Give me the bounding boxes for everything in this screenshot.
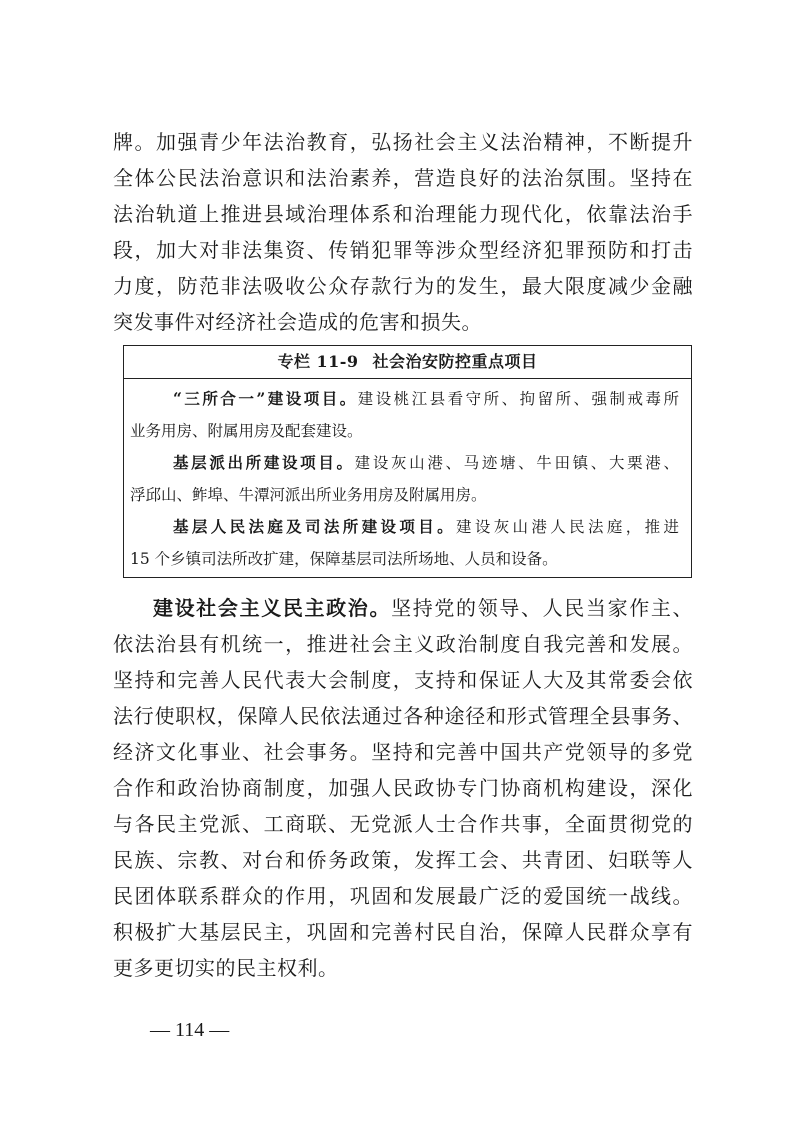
- paragraph-line: 全体公民法治意识和法治素养，营造良好的法治氛围。坚持在: [113, 166, 693, 190]
- paragraph-line: 积极扩大基层民主，巩固和完善村民自治，保障人民群众享有: [113, 920, 693, 944]
- paragraph-line: 法行使职权，保障人民依法通过各种途径和形式管理全县事务、: [113, 704, 693, 728]
- paragraph-line: 力度，防范非法吸收公众存款行为的发生，最大限度减少金融: [113, 274, 693, 298]
- paragraph-line: 法治轨道上推进县域治理体系和治理能力现代化，依靠法治手: [113, 202, 693, 226]
- paragraph-line: 民族、宗教、对台和侨务政策，发挥工会、共青团、妇联等人: [113, 848, 693, 872]
- box-title-text: 社会治安防控重点项目: [372, 352, 538, 371]
- page-number: — 114 —: [150, 1019, 230, 1041]
- box-title-number: 11-9: [316, 352, 359, 371]
- paragraph-text: 坚持党的领导、人民当家作主、: [391, 596, 694, 620]
- box-item-text: 建设灰山港人民法庭，推进: [455, 518, 679, 536]
- box-item-line: [130, 511, 679, 543]
- paragraph-line: 更多更切实的民主权利。: [113, 956, 339, 980]
- box-item-heading: 基层人民法庭及司法所建设项目。: [173, 517, 456, 536]
- box-item-line: 15 个乡镇司法所改扩建，保障基层司法所场地、人员和设备。: [130, 550, 558, 568]
- paragraph-line: 突发事件对经济社会造成的危害和损失。: [113, 310, 482, 334]
- paragraph-line: 牌。加强青少年法治教育，弘扬社会主义法治精神，不断提升: [113, 130, 693, 154]
- box-item-line: [130, 447, 679, 479]
- box-body: [124, 379, 691, 575]
- box-item-line: 浮邱山、鲊埠、牛潭河派出所业务用房及附属用房。: [130, 486, 487, 504]
- paragraph-line: 依法治县有机统一，推进社会主义政治制度自我完善和发展。: [113, 632, 693, 656]
- paragraph-line: 合作和政治协商制度，加强人民政协专门协商机构建设，深化: [113, 776, 693, 800]
- box-item-line: 业务用房、附属用房及配套建设。: [130, 422, 363, 440]
- paragraph-heading: 建设社会主义民主政治。: [153, 596, 392, 620]
- top-paragraph: [113, 124, 693, 340]
- box-item-heading: “三所合一”建设项目。: [173, 389, 358, 408]
- paragraph-line: 经济文化事业、社会事务。坚持和完善中国共产党领导的多党: [113, 740, 693, 764]
- box-item-text: 建设灰山港、马迹塘、牛田镇、大栗港、: [354, 454, 679, 472]
- project-box: [123, 345, 692, 578]
- paragraph-line: 民团体联系群众的作用，巩固和发展最广泛的爱国统一战线。: [113, 884, 693, 908]
- box-item-text: 建设桃江县看守所、拘留所、强制戒毒所: [357, 390, 679, 408]
- paragraph-line: [113, 590, 693, 626]
- paragraph-line: 坚持和完善人民代表大会制度，支持和保证人大及其常委会依: [113, 668, 693, 692]
- box-title: [124, 346, 691, 379]
- bottom-paragraph: [113, 590, 693, 986]
- box-item-line: [130, 383, 679, 415]
- box-item-heading: 基层派出所建设项目。: [173, 453, 355, 472]
- paragraph-line: 段，加大对非法集资、传销犯罪等涉众型经济犯罪预防和打击: [113, 238, 693, 262]
- box-title-label: 专栏: [277, 352, 311, 371]
- paragraph-line: 与各民主党派、工商联、无党派人士合作共事，全面贯彻党的: [113, 812, 693, 836]
